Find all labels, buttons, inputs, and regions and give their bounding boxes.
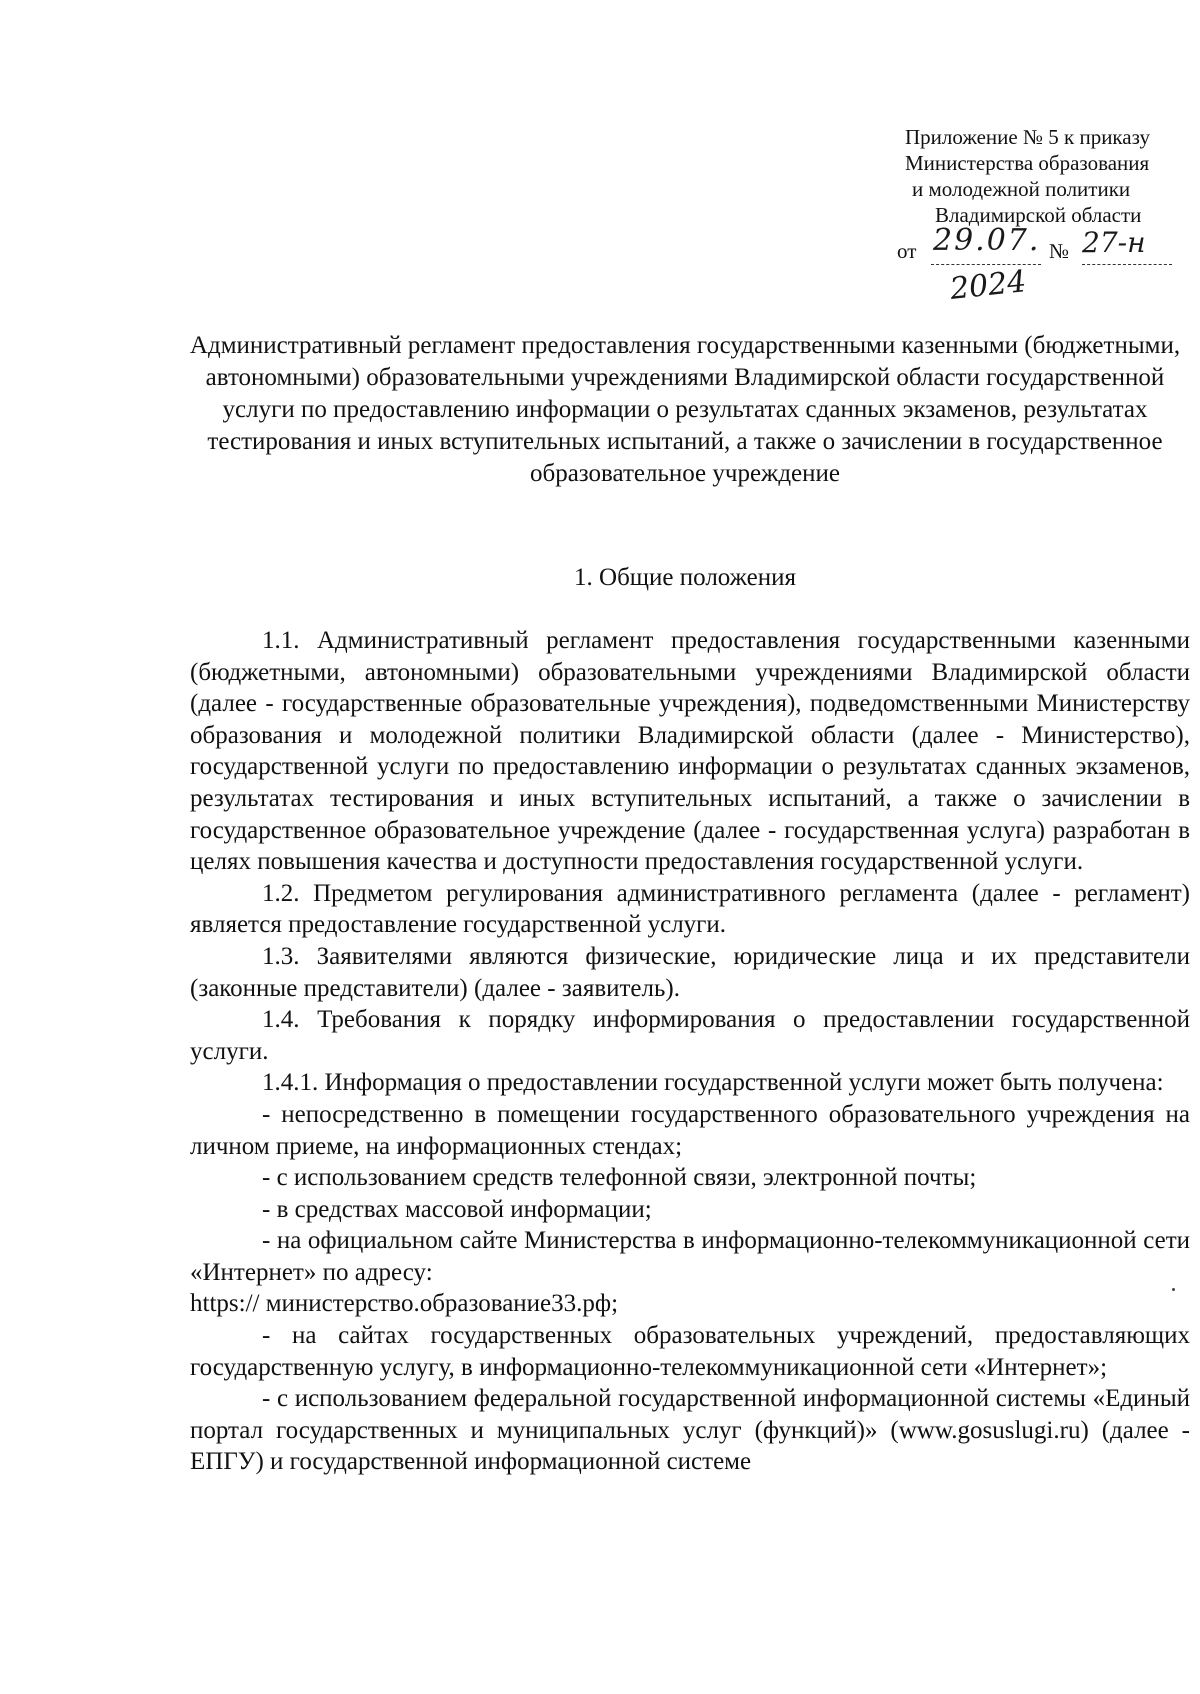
approval-date-row	[897, 223, 1195, 268]
list-item: - на официальном сайте Министерства в информационно-телекоммуникационной сети «Интернет» по адресу:	[190, 1227, 1190, 1286]
list-item: - с использованием средств телефонной связи, электронной почты;	[262, 1164, 977, 1192]
document-title: Административный регламент предоставления государственными казенными (бюджетными, автономными) образовательными учреждениями Владимирской области государственной услуги по предоставлению информации о результатах сданных экзаменов, результатах тестирования и иных вступительных испытаний, а также о зачислении в государственное образовательное учреждение	[189, 332, 1181, 487]
approval-stamp-block	[897, 124, 1195, 268]
paragraph-1-4-1: 1.4.1. Информация о предоставлении государственной услуги может быть получена:	[262, 1069, 1164, 1097]
paragraph-1-2: 1.2. Предметом регулирования административного регламента (далее - регламент) является предоставление государственной услуги.	[190, 879, 1190, 939]
handwritten-year: 2024	[948, 264, 1028, 307]
handwritten-date: 29.07.	[933, 223, 1041, 258]
document-body	[190, 625, 1190, 1478]
approval-line-1: Приложение № 5 к приказу	[905, 125, 1150, 149]
paragraph-1-4: 1.4. Требования к порядку информирования о предоставлении государственной услуги.	[190, 1006, 1190, 1065]
date-prefix: от	[897, 239, 917, 263]
list-item: - с использованием федеральной государственной информационной системы «Единый портал государственных и муниципальных услуг (функций)» (www.gosuslugi.ru) (далее - ЕПГУ) и государственной информационной системе	[190, 1385, 1190, 1476]
list-item: - в средствах массовой информации;	[262, 1195, 652, 1223]
number-underline	[1082, 264, 1172, 265]
scan-speck	[1172, 1288, 1175, 1291]
handwritten-number: 27-н	[1082, 226, 1146, 259]
approval-line-4: Владимирской области	[935, 203, 1142, 227]
number-prefix: №	[1049, 239, 1070, 263]
paragraph-1-3: 1.3. Заявителями являются физические, юридические лица и их представители (законные представители) (далее - заявитель).	[190, 942, 1190, 1002]
paragraph-1-1: 1.1. Административный регламент предоставления государственными казенными (бюджетными, автономными) образовательными учреждениями Владимирской области (далее - государственные образовательные учреждения), подведомственными Министерству образования и молодежной политики Владимирской области (далее - Министерство), государственной услуги по предоставлению информации о результатах сданных экзаменов, результатах тестирования и иных вступительных испытаний, а также о зачислении в государственное образовательное учреждение (далее - государственная услуга) разработан в целях повышения качества и доступности предоставления государственной услуги.	[190, 627, 1190, 876]
section-heading: 1. Общие положения	[574, 564, 796, 591]
approval-line-2: Министерства образования	[905, 151, 1150, 175]
list-item: - непосредственно в помещении государственного образовательного учреждения на личном приеме, на информационных стендах;	[190, 1100, 1190, 1160]
list-item: - на сайтах государственных образовательных учреждений, предоставляющих государственную услугу, в информационно-телекоммуникационной сети «Интернет»;	[190, 1322, 1190, 1381]
approval-line-3: и молодежной политики	[912, 177, 1131, 201]
ministry-url: https:// министерство.образование33.рф;	[190, 1290, 619, 1318]
